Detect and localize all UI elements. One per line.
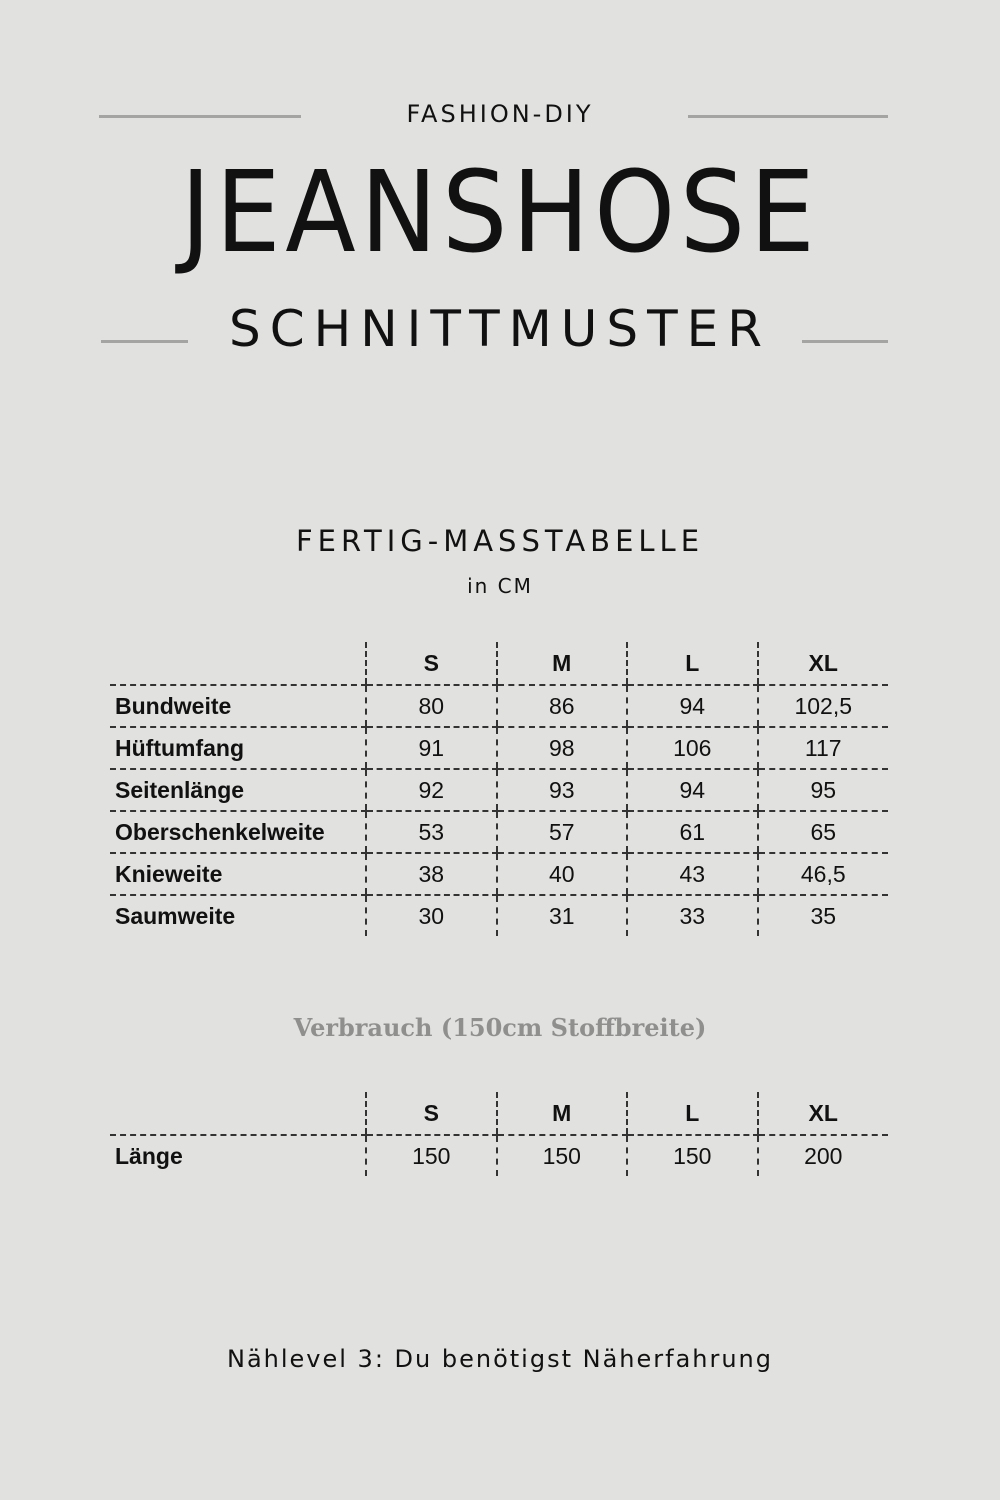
table-cell: 117 bbox=[758, 727, 889, 769]
table-cell: 61 bbox=[627, 811, 758, 853]
table-cell: 95 bbox=[758, 769, 889, 811]
corner-cell bbox=[110, 1092, 366, 1135]
sewing-level-note: Nählevel 3: Du benötigst Näherfahrung bbox=[226, 1345, 774, 1373]
table-cell: 38 bbox=[366, 853, 497, 895]
table-cell: 102,5 bbox=[758, 685, 889, 727]
table-cell: 92 bbox=[366, 769, 497, 811]
table-cell: 94 bbox=[627, 769, 758, 811]
row-label: Bundweite bbox=[110, 685, 366, 727]
consumption-table-title: Verbrauch (150cm Stoffbreite) bbox=[293, 1013, 707, 1042]
table-cell: 200 bbox=[758, 1135, 889, 1176]
measurement-table-title: FERTIG-MASSTABELLE bbox=[295, 524, 705, 558]
size-header: XL bbox=[758, 1092, 889, 1135]
page-title: JEANSHOSE bbox=[180, 148, 820, 278]
table-cell: 150 bbox=[627, 1135, 758, 1176]
table-cell: 53 bbox=[366, 811, 497, 853]
table-row bbox=[110, 769, 888, 811]
size-header: XL bbox=[758, 642, 889, 685]
table-row bbox=[110, 895, 888, 936]
table-cell: 33 bbox=[627, 895, 758, 936]
size-header: S bbox=[366, 1092, 497, 1135]
table-row bbox=[110, 685, 888, 727]
table-cell: 40 bbox=[497, 853, 628, 895]
table-cell: 150 bbox=[497, 1135, 628, 1176]
table-cell: 80 bbox=[366, 685, 497, 727]
size-header: L bbox=[627, 1092, 758, 1135]
table-cell: 86 bbox=[497, 685, 628, 727]
table-row bbox=[110, 1135, 888, 1176]
measurement-header-row bbox=[110, 642, 888, 685]
table-cell: 150 bbox=[366, 1135, 497, 1176]
row-label: Hüftumfang bbox=[110, 727, 366, 769]
size-header: M bbox=[497, 642, 628, 685]
consumption-table bbox=[110, 1092, 888, 1176]
table-cell: 57 bbox=[497, 811, 628, 853]
header-kicker: FASHION-DIY bbox=[406, 100, 594, 128]
row-label: Seitenlänge bbox=[110, 769, 366, 811]
table-cell: 31 bbox=[497, 895, 628, 936]
corner-cell bbox=[110, 642, 366, 685]
consumption-header-row bbox=[110, 1092, 888, 1135]
size-header: S bbox=[366, 642, 497, 685]
row-label: Saumweite bbox=[115, 902, 236, 929]
measurement-table-unit: in CM bbox=[467, 574, 533, 598]
table-cell: 35 bbox=[758, 895, 889, 936]
row-label: Knieweite bbox=[110, 853, 366, 895]
table-cell: 106 bbox=[627, 727, 758, 769]
row-label: Länge bbox=[115, 1142, 183, 1169]
table-row bbox=[110, 727, 888, 769]
measurement-table bbox=[110, 642, 888, 936]
table-row bbox=[110, 853, 888, 895]
table-cell: 30 bbox=[366, 895, 497, 936]
size-header: L bbox=[627, 642, 758, 685]
size-header: M bbox=[497, 1092, 628, 1135]
table-cell: 98 bbox=[497, 727, 628, 769]
table-cell: 65 bbox=[758, 811, 889, 853]
table-cell: 93 bbox=[497, 769, 628, 811]
row-label: Oberschenkelweite bbox=[110, 811, 366, 853]
table-cell: 46,5 bbox=[758, 853, 889, 895]
page-subtitle: SCHNITTMUSTER bbox=[229, 300, 771, 358]
table-cell: 43 bbox=[627, 853, 758, 895]
table-row bbox=[110, 811, 888, 853]
table-cell: 91 bbox=[366, 727, 497, 769]
table-cell: 94 bbox=[627, 685, 758, 727]
